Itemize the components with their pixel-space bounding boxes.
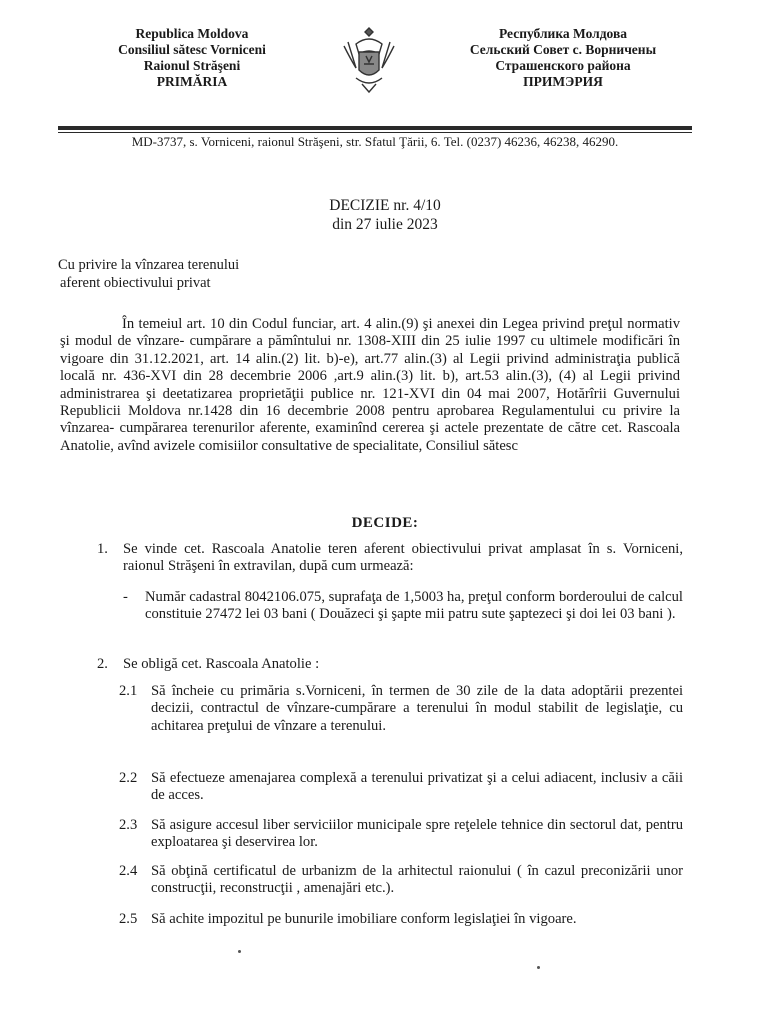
item-number: 1.: [97, 541, 108, 557]
subject-line: Cu privire la vînzarea terenului: [58, 257, 240, 273]
item-text: Se obligă cet. Rascoala Anatolie :: [123, 656, 320, 672]
sub-item-text: Să efectueze amenajarea complexă a terenului privatizat şi a celui adiacent, inclusiv a căii de acces.: [151, 770, 683, 804]
header-divider-thin: [58, 132, 692, 133]
item-number: 2.: [97, 656, 108, 672]
item-text: Se vinde cet. Rascoala Anatolie teren aferent obiectivului privat amplasat în s. Vorniceni, raionul Străşeni în extravilan, după cum urmează:: [123, 541, 683, 575]
sub-item-number: 2.2: [119, 770, 138, 786]
scan-speck: [537, 966, 540, 969]
list-item: [97, 656, 683, 673]
contact-line: MD-3737, s. Vorniceni, raionul Străşeni, str. Sfatul Ţării, 6. Tel. (0237) 46236, 46238, 46290.: [131, 134, 619, 149]
list-item: [123, 589, 683, 624]
list-item: [97, 541, 683, 576]
header-left-line: Raionul Străşeni: [143, 58, 241, 73]
decision-number: DECIZIE nr. 4/10: [329, 197, 441, 214]
decision-subject: [58, 257, 338, 292]
header-left-line: Consiliul sătesc Vorniceni: [118, 42, 266, 57]
preamble: [60, 316, 680, 455]
sub-item-number: 2.4: [119, 863, 138, 879]
sub-item: [119, 817, 683, 852]
header-right-line: Сельский Совет с. Ворничены: [469, 42, 657, 57]
sub-item-number: 2.1: [119, 683, 138, 699]
header-right-line: ПРИМЭРИЯ: [523, 74, 603, 89]
header-right-line: Республика Молдова: [498, 26, 628, 41]
sub-item: [119, 863, 683, 898]
header-left-line: PRIMĂRIA: [156, 74, 228, 89]
sub-item-number: 2.3: [119, 817, 138, 833]
coat-of-arms-icon: [338, 22, 400, 96]
header-left-line: Republica Moldova: [135, 26, 249, 41]
subject-line: aferent obiectivului privat: [60, 274, 211, 291]
decide-heading: DECIDE:: [351, 515, 419, 531]
header-right-block: [438, 26, 688, 90]
decision-title-block: [0, 196, 770, 234]
sub-item: [119, 683, 683, 735]
item-text: Număr cadastral 8042106.075, suprafaţa de 1,5003 ha, preţul conform borderoului de calcul constituie 27472 lei 03 bani ( Douăzeci şi şapte mii patru sute şaptezeci şi doi lei 03 bani ).: [145, 589, 683, 623]
scan-speck: [238, 950, 241, 953]
sub-item-text: Să asigure accesul liber serviciilor municipale spre reţelele tehnice din sectorul dat, pentru exploatarea şi deservirea lor.: [151, 817, 683, 851]
sub-item: [119, 770, 683, 805]
sub-item-text: Să încheie cu primăria s.Vorniceni, în termen de 30 zile de la data adoptării prezentei decizii, contractul de vînzare-cumpărare a terenului în modul stabilit de legislaţie, cu achitarea preţului de vînzare a terenului.: [151, 683, 683, 734]
sub-item: [119, 911, 691, 928]
header-divider-thick: [58, 126, 692, 130]
item-dash: -: [123, 589, 128, 605]
sub-item-number: 2.5: [119, 911, 138, 927]
sub-item-text: Să achite impozitul pe bunurile imobiliare conform legislaţiei în vigoare.: [151, 911, 577, 927]
header-left-block: [92, 26, 292, 90]
decision-date: din 27 iulie 2023: [332, 216, 438, 233]
sub-item-text: Să obţină certificatul de urbanizm de la arhitectul raionului ( în cazul preconizării unor construcţii, reconstrucţii , amenajări etc.).: [151, 863, 683, 897]
header-right-line: Страшенского района: [495, 58, 631, 73]
preamble-text: În temeiul art. 10 din Codul funciar, art. 4 alin.(9) şi anexei din Legea privind preţul normativ şi modul de vînzare- cumpărare a pămîntului nr. 1308-XIII din 25 iulie 1997 cu ultimele modificări în vigoare din 31.12.2021, art. 14 alin.(2) lit. b)-e), art.77 alin.(3) al Legii privind administraţia publică locală nr. 436-XVI din 28 decembrie 2006 ,art.9 alin.(3) lit. b), art.53 alin.(3), (4) al Legii privind administrarea şi deetatizarea proprietăţii publice nr. 121-XVI din 04 mai 2007, Hotărîrii Guvernului Republicii Moldova nr.1428 din 16 decembrie 2008 pentru aprobarea Regulamentului cu privire la vînzarea- cumpărarea terenurilor aferente, examinînd cererea şi actele prezentate de către cet. Rascoala Anatolie, avînd avizele comisiilor consultative de specialitate, Consiliul sătesc: [60, 316, 680, 454]
